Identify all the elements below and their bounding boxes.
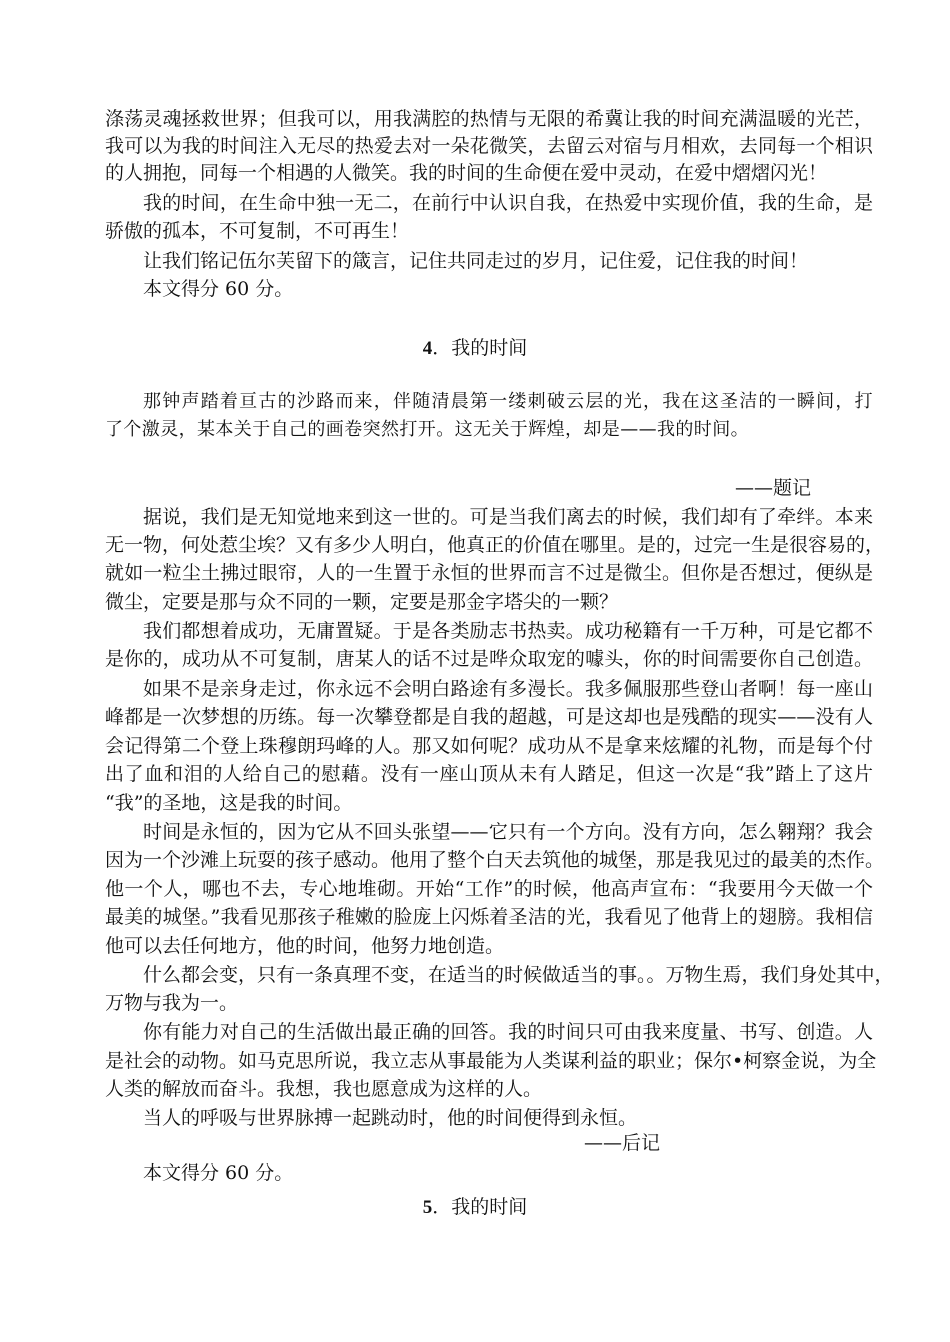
essay5-heading bbox=[0, 1190, 950, 1224]
epigraph-line: 那钟声踏着亘古的沙路而来，伴随清晨第一缕刺破云层的光，我在这圣洁的一瞬间，打 bbox=[143, 391, 873, 412]
prev-paragraph-line: 的人拥抱，同每一个相遇的人微笑。我的时间的生命便在爱中灵动，在爱中熠熠闪光！ bbox=[105, 162, 828, 184]
body-line: 因为一个沙滩上玩耍的孩子感动。他用了整个白天去筑他的城堡，那是我见过的最美的杰作。 bbox=[105, 849, 885, 871]
prev-paragraph-line: 我可以为我的时间注入无尽的热爱去对一朵花微笑，去留云对宿与月相欢，去同每一个相识 bbox=[105, 135, 873, 157]
afterword-signature: ——后记 bbox=[584, 1132, 661, 1154]
essay4-title: ．我的时间 bbox=[432, 337, 528, 359]
body-line: 如果不是亲身走过，你永远不会明白路途有多漫长。我多佩服那些登山者啊！每一座山 bbox=[143, 678, 873, 700]
body-line: 峰都是一次梦想的历练。每一次攀登都是自我的超越，可是这却也是残酷的现实——没有人 bbox=[105, 706, 873, 728]
prev-score: 本文得分 60 分。 bbox=[143, 278, 294, 300]
body-line: 无一物，何处惹尘埃？又有多少人明白，他真正的价值在哪里。是的，过完一生是很容易的， bbox=[105, 534, 885, 556]
body-line: 万物与我为一。 bbox=[105, 992, 239, 1014]
essay5-number: 5 bbox=[422, 1197, 433, 1218]
body-line: 出了血和泪的人给自己的慰藉。没有一座山顶从未有人踏足，但这一次是“我”踏上了这片 bbox=[105, 763, 873, 785]
essay5-title: ．我的时间 bbox=[432, 1196, 528, 1218]
epigraph-line: 了个激灵，某本关于自己的画卷突然打开。这无关于辉煌，却是——我的时间。 bbox=[105, 419, 749, 440]
body-line: 是社会的动物。如马克思所说，我立志从事最能为人类谋利益的职业；保尔•柯察金说，为全 bbox=[105, 1050, 877, 1072]
body-line: 他可以去任何地方，他的时间，他努力地创造。 bbox=[105, 935, 505, 957]
body-line: 最美的城堡。”我看见那孩子稚嫩的脸庞上闪烁着圣洁的光，我看见了他背上的翅膀。我相信 bbox=[105, 906, 873, 928]
essay4-heading bbox=[0, 331, 950, 365]
body-line: 据说，我们是无知觉地来到这一世的。可是当我们离去的时候，我们却有了牵绊。本来 bbox=[143, 506, 873, 528]
body-line: 我们都想着成功，无庸置疑。于是各类励志书热卖。成功秘籍有一千万种，可是它都不 bbox=[143, 620, 873, 642]
epigraph-signature: ——题记 bbox=[735, 477, 812, 499]
prev-paragraph-line: 骄傲的孤本，不可复制，不可再生！ bbox=[105, 220, 410, 242]
body-line: 会记得第二个登上珠穆朗玛峰的人。那又如何呢？成功从不是拿来炫耀的礼物，而是每个付 bbox=[105, 735, 873, 757]
body-line: 就如一粒尘土拂过眼帘，人的一生置于永恒的世界而言不过是微尘。但你是否想过，便纵是 bbox=[105, 562, 873, 584]
body-line: 时间是永恒的，因为它从不回头张望——它只有一个方向。没有方向，怎么翱翔？我会 bbox=[143, 821, 873, 843]
body-line: 你有能力对自己的生活做出最正确的回答。我的时间只可由我来度量、书写、创造。人 bbox=[143, 1021, 873, 1043]
body-line: 他一个人，哪也不去，专心地堆砌。开始“工作”的时候，他高声宣布：“我要用今天做一个 bbox=[105, 878, 873, 900]
essay4-score: 本文得分 60 分。 bbox=[143, 1162, 294, 1184]
body-line: 当人的呼吸与世界脉搏一起跳动时，他的时间便得到永恒。 bbox=[143, 1107, 638, 1129]
essay4-number: 4 bbox=[422, 338, 433, 359]
prev-paragraph-line: 让我们铭记伍尔芙留下的箴言，记住共同走过的岁月，记住爱，记住我的时间！ bbox=[143, 250, 809, 272]
body-line: “我”的圣地，这是我的时间。 bbox=[105, 792, 353, 814]
body-line: 什么都会变，只有一条真理不变，在适当的时候做适当的事。。万物生焉，我们身处其中， bbox=[143, 964, 894, 986]
body-line: 是你的，成功从不可复制，唐某人的话不过是哗众取宠的噱头，你的时间需要你自己创造。 bbox=[105, 648, 873, 670]
prev-paragraph-line: 涤荡灵魂拯救世界；但我可以，用我满腔的热情与无限的希冀让我的时间充满温暖的光芒， bbox=[105, 108, 873, 130]
body-line: 人类的解放而奋斗。我想，我也愿意成为这样的人。 bbox=[105, 1078, 543, 1100]
prev-paragraph-line: 我的时间，在生命中独一无二，在前行中认识自我，在热爱中实现价值，我的生命，是 bbox=[143, 192, 873, 214]
body-line: 微尘，定要是那与众不同的一颗，定要是那金字塔尖的一颗？ bbox=[105, 591, 619, 613]
